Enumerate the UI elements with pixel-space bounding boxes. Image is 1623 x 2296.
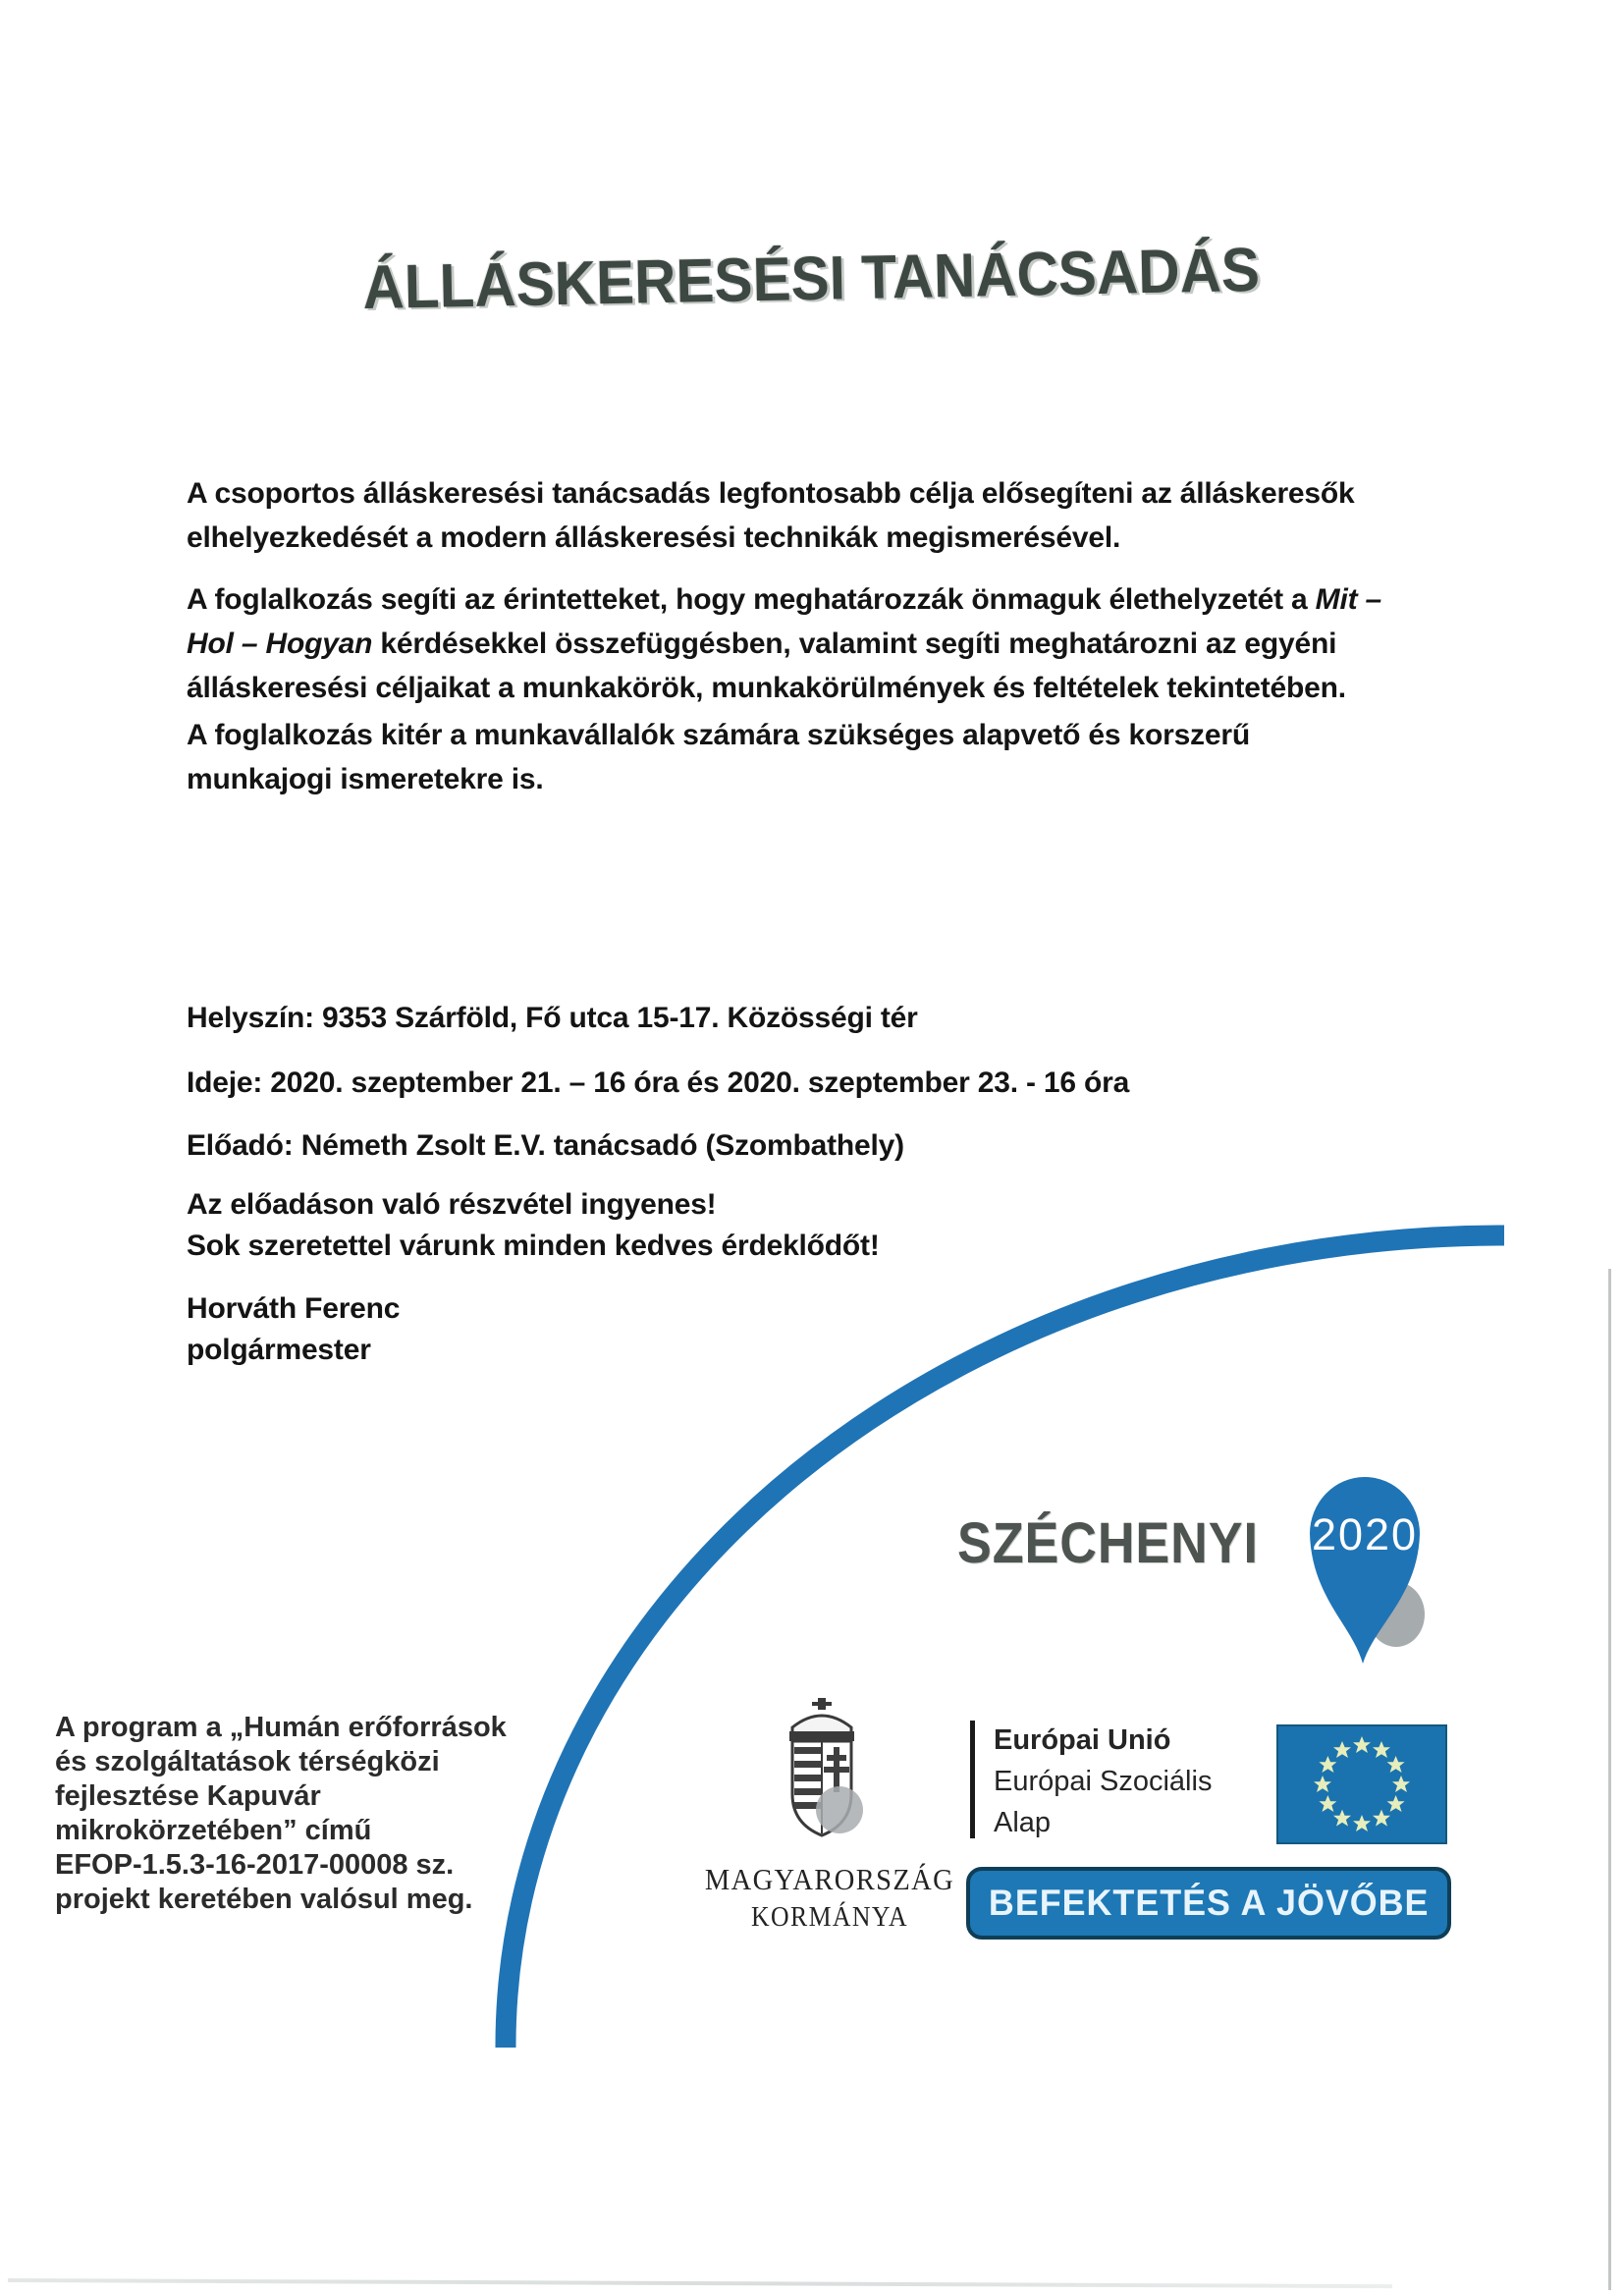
eu-block-divider [970,1721,975,1838]
page-title-text: ÁLLÁSKERESÉSI TANÁCSADÁS [362,235,1261,323]
event-location: Helyszín: 9353 Szárföld, Fő utca 15-17. Közösségi tér [187,1002,918,1034]
eu-flag-icon [1276,1724,1447,1844]
event-free-note: Az előadáson való részvétel ingyenes! [187,1188,717,1221]
intro-p2-line1-italic: Mit – [1315,583,1382,616]
efop-note-line: EFOP-1.5.3-16-2017-00008 sz. [55,1849,455,1881]
intro-p3-line2: munkajogi ismeretekre is. [187,763,544,795]
szechenyi-logo-text: SZÉCHENYI [957,1511,1259,1575]
eu-block-line2: Európai Szociális [994,1766,1213,1797]
investment-banner-label: BEFEKTETÉS A JÖVŐBE [988,1883,1430,1923]
efop-note-line: projekt keretében valósul meg. [55,1884,473,1915]
government-logo-line2: KORMÁNYA [751,1902,908,1933]
signature-role: polgármester [187,1334,371,1366]
efop-note-line: és szolgáltatások térségközi [55,1746,440,1777]
intro-p1-line1: A csoportos álláskeresési tanácsadás legfontosabb célja elősegíteni az álláskeresők [187,477,1355,510]
intro-p2-line1-regular: A foglalkozás segíti az érintetteket, hogy meghatározzák önmaguk élethelyzetét a [187,583,1316,616]
szechenyi-logo-year: 2020 [1311,1509,1419,1559]
efop-note-line: A program a „Humán erőforrások [55,1712,507,1743]
intro-p1-line2: elhelyezkedését a modern álláskeresési technikák megismerésével. [187,521,1121,554]
scan-edge-line-bottom [8,2278,1392,2288]
intro-p2-line2-regular: kérdésekkel összefüggésben, valamint segíti meghatározni az egyéni [372,628,1337,660]
government-logo [689,1862,969,1934]
intro-p2-line2-italic: Hol – Hogyan [187,628,373,660]
efop-note-line: mikrokörzetében” című [55,1815,372,1846]
event-welcome-note: Sok szeretettel várunk minden kedves érdeklődőt! [187,1230,880,1262]
signature-name: Horváth Ferenc [187,1292,401,1325]
intro-p3-line1: A foglalkozás kitér a munkavállalók számára szükséges alapvető és korszerű [187,719,1250,751]
efop-program-note [55,1711,507,1917]
location-pin-icon [1304,1471,1426,1666]
event-presenter: Előadó: Németh Zsolt E.V. tanácsadó (Szombathely) [187,1129,904,1162]
hungary-coat-of-arms-icon [779,1696,865,1855]
event-date: Ideje: 2020. szeptember 21. – 16 óra és 2020. szeptember 23. - 16 óra [187,1066,1130,1099]
eu-block-line3: Alap [994,1807,1052,1838]
intro-p2-line1 [187,583,1381,617]
efop-note-line: fejlesztése Kapuvár [55,1780,321,1812]
eu-block-line1: Európai Unió [994,1724,1171,1756]
intro-p2-line3: álláskeresési céljaikat a munkakörök, munkakörülmények és feltételek tekintetében. [187,672,1346,704]
government-logo-line1: MAGYARORSZÁG [704,1862,955,1896]
page-title [0,235,1623,323]
investment-banner [966,1867,1451,1940]
scan-edge-line-right [1608,1269,1611,2290]
intro-p2-line2 [187,628,1336,661]
